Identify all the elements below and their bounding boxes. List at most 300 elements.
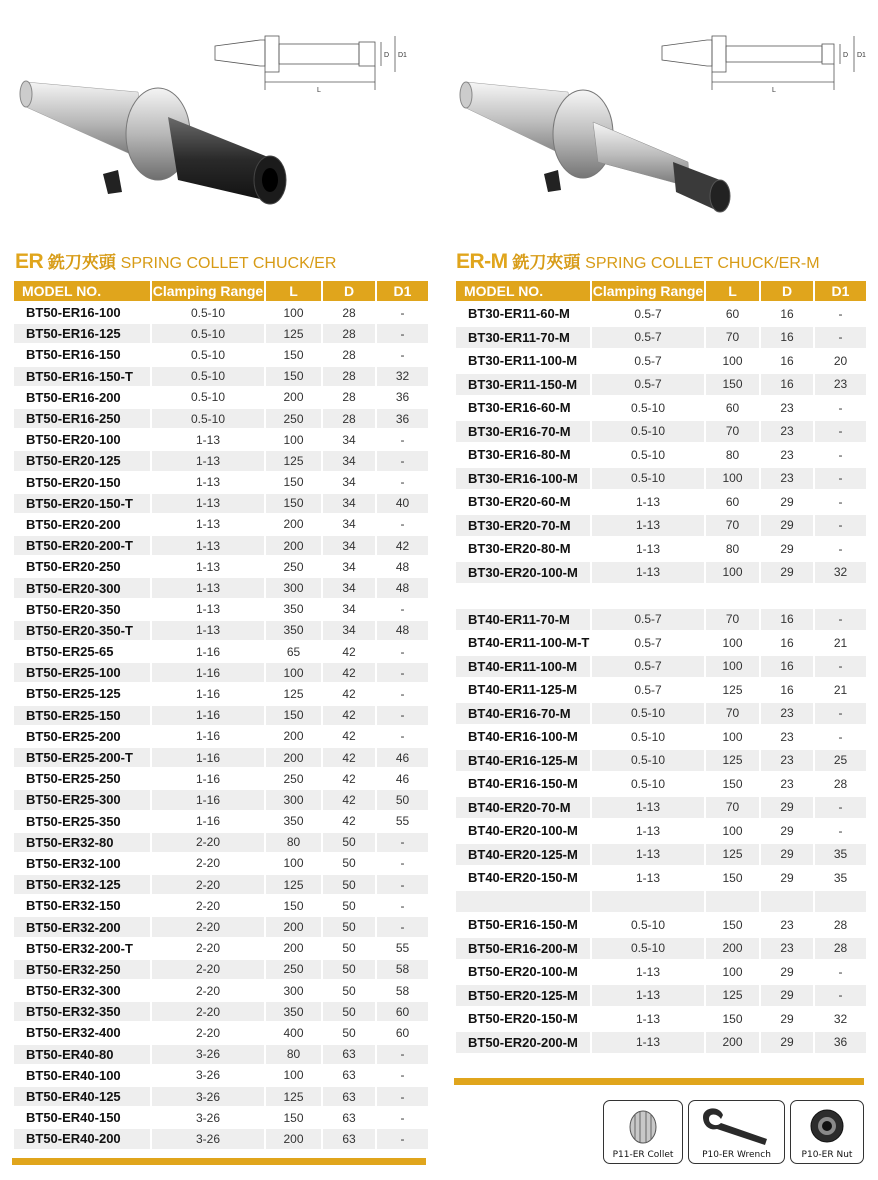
cell-model: BT50-ER20-350-T <box>14 621 150 640</box>
cell-model: BT50-ER32-125 <box>14 875 150 894</box>
cell-l: 100 <box>722 635 743 650</box>
cell-d: 50 <box>342 983 356 998</box>
er-table-bottom-bar <box>12 1158 426 1165</box>
table-row <box>14 557 428 576</box>
cell-d1: - <box>377 706 428 725</box>
cell-d1: - <box>400 602 405 617</box>
cell-model: BT50-ER20-200-T <box>14 536 150 555</box>
cell-l: 200 <box>706 938 759 960</box>
cell-clamping-range: 1-16 <box>152 790 264 809</box>
col-header-l: L <box>266 281 321 301</box>
cell-l: 350 <box>283 602 304 617</box>
cell-clamping-range: 1-13 <box>195 559 221 574</box>
table-row <box>14 1045 428 1064</box>
cell-d: 28 <box>323 409 375 428</box>
cell-clamping-range <box>592 891 704 913</box>
cell-d1: - <box>815 609 866 631</box>
cell-model: BT50-ER32-300 <box>26 983 121 999</box>
cell-d1: 23 <box>815 374 866 396</box>
collet-icon <box>623 1107 663 1147</box>
table-row <box>456 538 866 560</box>
table-row <box>456 303 866 325</box>
cell-clamping-range: 0.5-10 <box>630 729 666 744</box>
table-row <box>14 706 428 725</box>
cell-d: 63 <box>342 1068 356 1083</box>
cell-d1: 50 <box>377 790 428 809</box>
table-row <box>14 430 428 449</box>
table-row <box>14 642 428 661</box>
cell-d1: 28 <box>833 776 848 791</box>
cell-clamping-range: 3-26 <box>152 1087 264 1106</box>
cell-d1: 20 <box>833 353 848 368</box>
cell-d: 16 <box>780 306 794 321</box>
cell-d1: 36 <box>815 1032 866 1054</box>
cell-model: BT40-ER20-125-M <box>456 844 590 866</box>
cell-d1: 32 <box>815 562 866 584</box>
cell-model: BT30-ER20-100-M <box>456 562 590 584</box>
table-row <box>456 750 866 772</box>
table-row <box>14 388 428 407</box>
cell-l: 150 <box>283 347 304 362</box>
nut-icon <box>807 1106 847 1146</box>
er-m-spec-table <box>454 279 868 1055</box>
cell-d: 34 <box>342 602 356 617</box>
cell-d1: 55 <box>395 814 410 829</box>
accessory-nut <box>790 1100 864 1164</box>
cell-d: 28 <box>342 390 356 405</box>
cell-clamping-range: 0.5-10 <box>190 347 226 362</box>
table-row <box>14 1129 428 1148</box>
accessory-label: P10-ER Wrench <box>702 1150 771 1160</box>
cell-d1: - <box>815 797 866 819</box>
cell-d1: - <box>838 729 843 744</box>
cell-clamping-range: 2-20 <box>152 875 264 894</box>
cell-l: 150 <box>266 706 321 725</box>
cell-clamping-range: 0.5-7 <box>592 327 704 349</box>
cell-d: 50 <box>342 856 356 871</box>
cell-d1: 48 <box>395 559 410 574</box>
cell-clamping-range: 1-13 <box>635 494 661 509</box>
cell-d: 50 <box>342 898 356 913</box>
cell-model: BT30-ER16-80-M <box>468 447 571 463</box>
cell-d: 34 <box>323 578 375 597</box>
table-row <box>456 914 866 936</box>
cell-l: 125 <box>266 451 321 470</box>
cell-clamping-range: 1-16 <box>195 644 221 659</box>
cell-clamping-range: 1-13 <box>635 541 661 556</box>
cell-d1: - <box>815 468 866 490</box>
cell-model: BT50-ER32-400 <box>26 1025 121 1041</box>
cell-d1: 21 <box>833 635 848 650</box>
col-header-d1: D1 <box>377 281 428 301</box>
table-row <box>14 875 428 894</box>
cell-l: 150 <box>266 494 321 513</box>
cell-d1: 48 <box>377 621 428 640</box>
cell-model: BT50-ER16-150 <box>26 347 121 363</box>
cell-d1 <box>815 891 866 913</box>
cell-model: BT50-ER25-250 <box>26 771 121 787</box>
accessory-collet <box>603 1100 683 1164</box>
cell-model: BT50-ER32-100 <box>26 855 121 871</box>
table-row <box>14 960 428 979</box>
table-row <box>14 663 428 682</box>
table-row <box>456 961 866 983</box>
table-row <box>14 981 428 1000</box>
cell-model: BT40-ER16-100-M <box>468 729 578 745</box>
cell-d1: - <box>838 306 843 321</box>
table-row <box>14 1108 428 1127</box>
cell-d: 29 <box>780 1011 794 1026</box>
er-m-table-bottom-bar <box>454 1078 864 1085</box>
col-header-model: MODEL NO. <box>456 281 590 301</box>
cell-model: BT40-ER16-125-M <box>456 750 590 772</box>
cell-l: 100 <box>283 432 304 447</box>
cell-d: 34 <box>342 432 356 447</box>
table-row <box>14 896 428 915</box>
cell-d1: - <box>400 305 405 320</box>
table-row <box>456 867 866 889</box>
cell-l: 200 <box>266 917 321 936</box>
cell-l: 200 <box>283 390 304 405</box>
cell-l: 100 <box>283 305 304 320</box>
cell-clamping-range: 2-20 <box>152 833 264 852</box>
cell-d1: 42 <box>377 536 428 555</box>
d-label: D <box>384 52 390 59</box>
col-header-clamping: Clamping Range <box>152 283 264 299</box>
table-row <box>14 769 428 788</box>
table-row <box>14 494 428 513</box>
cell-clamping-range: 2-20 <box>152 960 264 979</box>
cell-d: 29 <box>780 541 794 556</box>
cell-model: BT50-ER16-150-M <box>468 917 578 933</box>
cell-l: 100 <box>283 1068 304 1083</box>
cell-d: 28 <box>323 324 375 343</box>
cell-d: 50 <box>323 875 375 894</box>
cell-d: 29 <box>780 964 794 979</box>
table-row <box>14 1087 428 1106</box>
cell-d1: 60 <box>377 1002 428 1021</box>
table-row <box>14 727 428 746</box>
cell-clamping-range: 1-16 <box>195 686 221 701</box>
cell-d1: - <box>838 823 843 838</box>
er-m-dimension-diagram <box>652 32 874 104</box>
cell-l: 250 <box>283 771 304 786</box>
table-row <box>456 703 866 725</box>
cell-clamping-range: 1-13 <box>592 985 704 1007</box>
cell-clamping-range: 0.5-7 <box>634 635 662 650</box>
table-row <box>14 1066 428 1085</box>
cell-clamping-range: 1-13 <box>152 536 264 555</box>
cell-l: 200 <box>266 536 321 555</box>
cell-l: 150 <box>722 776 743 791</box>
cell-d: 23 <box>780 776 794 791</box>
cell-model: BT50-ER25-125 <box>26 686 121 702</box>
cell-clamping-range: 1-13 <box>195 517 221 532</box>
cell-d: 16 <box>761 327 813 349</box>
cell-d: 28 <box>342 305 356 320</box>
cell-clamping-range: 2-20 <box>195 898 221 913</box>
cell-model: BT50-ER32-80 <box>14 833 150 852</box>
table-row <box>14 345 428 364</box>
cell-d: 29 <box>761 515 813 537</box>
col-header-d: D <box>323 281 375 301</box>
cell-clamping-range: 0.5-7 <box>592 609 704 631</box>
cell-d1 <box>815 585 866 607</box>
cell-d1: - <box>838 541 843 556</box>
cell-l: 100 <box>706 468 759 490</box>
cell-d: 28 <box>342 347 356 362</box>
table-row <box>14 451 428 470</box>
cell-l: 125 <box>722 682 743 697</box>
cell-l <box>706 891 759 913</box>
cell-model: BT50-ER40-100 <box>26 1067 121 1083</box>
cell-clamping-range: 1-13 <box>195 602 221 617</box>
cell-l: 100 <box>283 856 304 871</box>
l-label: L <box>317 87 321 94</box>
cell-d: 42 <box>323 790 375 809</box>
cell-model: BT30-ER20-80-M <box>468 541 571 557</box>
cell-clamping-range: 1-13 <box>635 1011 661 1026</box>
cell-clamping-range: 0.5-7 <box>592 374 704 396</box>
table-row <box>456 985 866 1007</box>
cell-d1: 28 <box>833 917 848 932</box>
cell-d1: - <box>377 451 428 470</box>
cell-clamping-range: 2-20 <box>195 983 221 998</box>
cell-l: 80 <box>266 833 321 852</box>
cell-l: 100 <box>722 729 743 744</box>
cell-model: BT40-ER11-70-M <box>456 609 590 631</box>
table-row <box>14 515 428 534</box>
cell-model: BT50-ER20-200-M <box>456 1032 590 1054</box>
cell-clamping-range: 1-16 <box>195 771 221 786</box>
cell-model: BT50-ER25-200 <box>26 728 121 744</box>
cell-clamping-range: 0.5-10 <box>190 390 226 405</box>
cell-d1: - <box>815 515 866 537</box>
cell-clamping-range: 1-13 <box>635 870 661 885</box>
cell-d: 50 <box>323 1002 375 1021</box>
cell-l: 150 <box>722 917 743 932</box>
col-header-l: L <box>706 281 759 301</box>
cell-d: 50 <box>323 960 375 979</box>
cell-l: 70 <box>706 515 759 537</box>
cell-clamping-range: 1-13 <box>152 494 264 513</box>
cell-model: BT50-ER25-65 <box>26 644 114 660</box>
table-row <box>456 1032 866 1054</box>
cell-d: 63 <box>323 1087 375 1106</box>
cell-l: 300 <box>266 790 321 809</box>
cell-d1: 32 <box>833 1011 848 1026</box>
cell-d1: - <box>815 656 866 678</box>
cell-l: 100 <box>706 656 759 678</box>
cell-d1: - <box>838 400 843 415</box>
cell-model: BT30-ER11-150-M <box>456 374 590 396</box>
cell-clamping-range: 1-13 <box>195 475 221 490</box>
cell-model: BT50-ER25-300 <box>14 790 150 809</box>
cell-model <box>456 891 590 913</box>
col-header-d1: D1 <box>815 281 866 301</box>
cell-d1: - <box>400 686 405 701</box>
table-row <box>14 600 428 619</box>
table-header-row <box>456 281 866 301</box>
cell-clamping-range: 1-13 <box>592 1032 704 1054</box>
er-title-code: ER <box>15 250 44 273</box>
er-dimension-diagram <box>205 32 415 104</box>
cell-d: 29 <box>780 823 794 838</box>
cell-d: 23 <box>780 447 794 462</box>
cell-d: 42 <box>323 748 375 767</box>
table-row <box>14 1023 428 1042</box>
cell-d1: - <box>400 898 405 913</box>
cell-clamping-range: 0.5-7 <box>634 306 662 321</box>
cell-d1: 36 <box>395 390 410 405</box>
cell-d1: - <box>838 447 843 462</box>
cell-d1: - <box>377 1129 428 1148</box>
table-row <box>456 797 866 819</box>
cell-l: 150 <box>722 870 743 885</box>
cell-d: 29 <box>780 870 794 885</box>
table-row <box>456 844 866 866</box>
cell-d1: 58 <box>395 983 410 998</box>
cell-l: 100 <box>722 964 743 979</box>
cell-d1: - <box>377 917 428 936</box>
cell-d1: - <box>815 327 866 349</box>
cell-model: BT50-ER32-250 <box>14 960 150 979</box>
l-label: L <box>772 87 776 94</box>
cell-d1: 40 <box>377 494 428 513</box>
cell-clamping-range: 3-26 <box>195 1110 221 1125</box>
cell-model: BT50-ER20-350 <box>26 601 121 617</box>
cell-model: BT30-ER20-70-M <box>456 515 590 537</box>
cell-d1: 55 <box>395 941 410 956</box>
cell-clamping-range: 1-16 <box>152 748 264 767</box>
d1-label: D1 <box>857 52 866 59</box>
cell-l: 250 <box>266 409 321 428</box>
cell-d: 42 <box>342 644 356 659</box>
cell-d1: - <box>400 644 405 659</box>
cell-clamping-range: 1-13 <box>592 797 704 819</box>
cell-d1: 21 <box>833 682 848 697</box>
cell-l: 300 <box>283 983 304 998</box>
cell-d1: - <box>838 494 843 509</box>
cell-d: 50 <box>342 941 356 956</box>
cell-l: 400 <box>283 1025 304 1040</box>
cell-l: 150 <box>283 898 304 913</box>
cell-d: 29 <box>761 562 813 584</box>
cell-l: 70 <box>706 797 759 819</box>
cell-clamping-range: 0.5-7 <box>592 656 704 678</box>
er-m-section-title <box>456 248 820 274</box>
cell-d: 23 <box>761 703 813 725</box>
table-row <box>14 917 428 936</box>
cell-model: BT50-ER16-150-T <box>14 367 150 386</box>
cell-d: 42 <box>323 706 375 725</box>
er-section-title <box>15 248 336 274</box>
cell-clamping-range: 1-13 <box>592 844 704 866</box>
cell-d: 63 <box>323 1129 375 1148</box>
cell-l: 125 <box>706 750 759 772</box>
cell-clamping-range: 1-13 <box>152 451 264 470</box>
cell-l: 70 <box>706 703 759 725</box>
table-row <box>456 397 866 419</box>
table-row <box>14 578 428 597</box>
cell-d1: - <box>377 875 428 894</box>
cell-d: 50 <box>323 833 375 852</box>
cell-clamping-range: 2-20 <box>195 1025 221 1040</box>
table-row <box>14 473 428 492</box>
cell-clamping-range: 1-16 <box>152 706 264 725</box>
cell-d: 16 <box>761 656 813 678</box>
cell-model: BT50-ER20-125-M <box>456 985 590 1007</box>
cell-clamping-range: 0.5-10 <box>592 468 704 490</box>
cell-l: 200 <box>706 1032 759 1054</box>
cell-model: BT50-ER40-150 <box>26 1110 121 1126</box>
cell-d1: 25 <box>815 750 866 772</box>
table-row <box>456 1008 866 1030</box>
cell-d1: 28 <box>815 938 866 960</box>
cell-l: 80 <box>266 1045 321 1064</box>
cell-d: 23 <box>780 917 794 932</box>
cell-model: BT50-ER16-125 <box>14 324 150 343</box>
er-title-en: SPRING COLLET CHUCK/ER <box>120 255 337 272</box>
cell-model: BT50-ER20-150-M <box>468 1011 578 1027</box>
cell-clamping-range: 0.5-10 <box>630 917 666 932</box>
cell-l: 80 <box>725 447 740 462</box>
cell-d: 16 <box>780 353 794 368</box>
cell-model: BT50-ER16-200-M <box>456 938 590 960</box>
cell-model: BT50-ER20-100-M <box>468 964 578 980</box>
cell-model: BT40-ER11-100-M-T <box>468 635 590 651</box>
cell-l: 125 <box>283 686 304 701</box>
table-row <box>14 812 428 831</box>
cell-clamping-range: 1-13 <box>152 578 264 597</box>
cell-d: 34 <box>323 494 375 513</box>
cell-clamping-range: 1-16 <box>152 663 264 682</box>
cell-l: 100 <box>722 823 743 838</box>
cell-d1: - <box>400 347 405 362</box>
cell-l: 100 <box>722 353 743 368</box>
cell-model: BT50-ER16-200 <box>26 389 121 405</box>
cell-l: 125 <box>706 985 759 1007</box>
table-row <box>456 562 866 584</box>
cell-d1: 48 <box>377 578 428 597</box>
cell-d1: 35 <box>833 870 848 885</box>
table-row <box>14 748 428 767</box>
table-row <box>456 773 866 795</box>
cell-clamping-range: 1-13 <box>195 432 221 447</box>
table-row <box>14 684 428 703</box>
cell-model: BT50-ER20-250 <box>26 559 121 575</box>
cell-clamping-range <box>592 585 704 607</box>
cell-d1: - <box>838 964 843 979</box>
cell-l: 150 <box>266 367 321 386</box>
cell-d: 34 <box>342 517 356 532</box>
cell-d1: 46 <box>377 748 428 767</box>
cell-d: 29 <box>761 797 813 819</box>
wrench-icon <box>697 1105 777 1149</box>
cell-d1: - <box>815 421 866 443</box>
table-row <box>456 938 866 960</box>
cell-l: 100 <box>706 562 759 584</box>
cell-l: 60 <box>725 400 740 415</box>
cell-d: 16 <box>761 609 813 631</box>
cell-clamping-range: 1-13 <box>152 621 264 640</box>
cell-d1: - <box>377 833 428 852</box>
col-header-clamping: Clamping Range <box>592 283 704 299</box>
cell-model: BT40-ER11-125-M <box>468 682 578 698</box>
cell-d <box>761 585 813 607</box>
cell-clamping-range: 3-26 <box>195 1068 221 1083</box>
cell-d1: - <box>815 703 866 725</box>
